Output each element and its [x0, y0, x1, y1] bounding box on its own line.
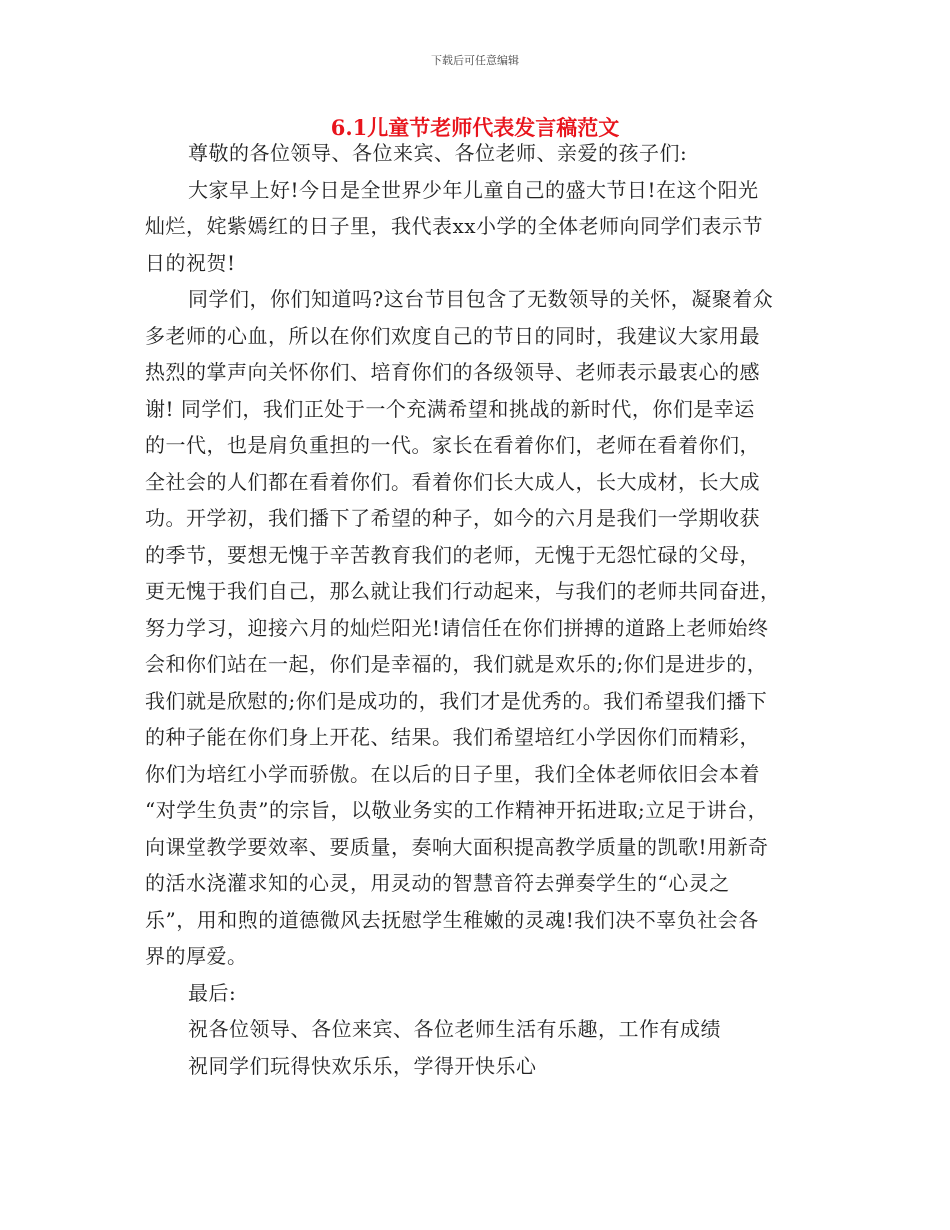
closing-line: 祝同学们玩得快欢乐乐，学得开快乐心 — [188, 1054, 537, 1078]
body-line: 界的厚爱。 — [145, 944, 248, 968]
body-line: 的种子能在你们身上开花、结果。我们希望培红小学因你们而精彩， — [145, 725, 760, 749]
body-line: 日的祝贺! — [145, 251, 236, 275]
body-line: 努力学习，迎接六月的灿烂阳光!请信任在你们拼搏的道路上老师始终 — [145, 616, 769, 640]
body-line: 功。开学初，我们播下了希望的种子，如今的六月是我们一学期收获 — [145, 506, 760, 530]
body-line: 乐”，用和煦的道德微风去抚慰学生稚嫩的灵魂!我们决不辜负社会各 — [145, 908, 759, 932]
page-header: 下载后可任意编辑 — [431, 54, 519, 67]
body-line: 同学们，你们知道吗?这台节目包含了无数领导的关怀，凝聚着众 — [188, 287, 774, 311]
closing-label: 最后: — [188, 981, 237, 1005]
body-line: 多老师的心血，所以在你们欢度自己的节日的同时，我建议大家用最 — [145, 324, 760, 348]
body-line: 谢! 同学们，我们正处于一个充满希望和挑战的新时代，你们是幸运 — [145, 397, 755, 421]
body-line: 我们就是欣慰的;你们是成功的，我们才是优秀的。我们希望我们播下 — [145, 689, 768, 713]
salutation-line: 尊敬的各位领导、各位来宾、各位老师、亲爱的孩子们: — [188, 141, 688, 165]
body-line: 会和你们站在一起，你们是幸福的，我们就是欢乐的;你们是进步的， — [145, 652, 768, 676]
body-line: 热烈的掌声向关怀你们、培育你们的各级领导、老师表示最衷心的感 — [145, 360, 760, 384]
body-line: 大家早上好!今日是全世界少年儿童自己的盛大节日!在这个阳光 — [188, 178, 759, 202]
body-line: 的季节，要想无愧于辛苦教育我们的老师，无愧于无怨忙碌的父母， — [145, 543, 760, 567]
body-line: 灿烂，姹紫嫣红的日子里，我代表xx小学的全体老师向同学们表示节 — [145, 214, 764, 238]
document-title: 6.1儿童节老师代表发言稿范文 — [330, 115, 620, 140]
body-line: “对学生负责”的宗旨，以敬业务实的工作精神开拓进取;立足于讲台， — [145, 798, 769, 822]
body-line: 的活水浇灌求知的心灵，用灵动的智慧音符去弹奏学生的“心灵之 — [145, 871, 730, 895]
body-line: 的一代，也是肩负重担的一代。家长在看着你们，老师在看着你们， — [145, 433, 760, 457]
body-line: 你们为培红小学而骄傲。在以后的日子里，我们全体老师依旧会本着 — [145, 762, 760, 786]
closing-line: 祝各位领导、各位来宾、各位老师生活有乐趣，工作有成绩 — [188, 1017, 721, 1041]
body-line: 更无愧于我们自己，那么就让我们行动起来，与我们的老师共同奋进， — [145, 579, 781, 603]
body-line: 全社会的人们都在看着你们。看着你们长大成人，长大成材，长大成 — [145, 470, 760, 494]
body-line: 向课堂教学要效率、要质量，奏响大面积提高教学质量的凯歌!用新奇 — [145, 835, 769, 859]
